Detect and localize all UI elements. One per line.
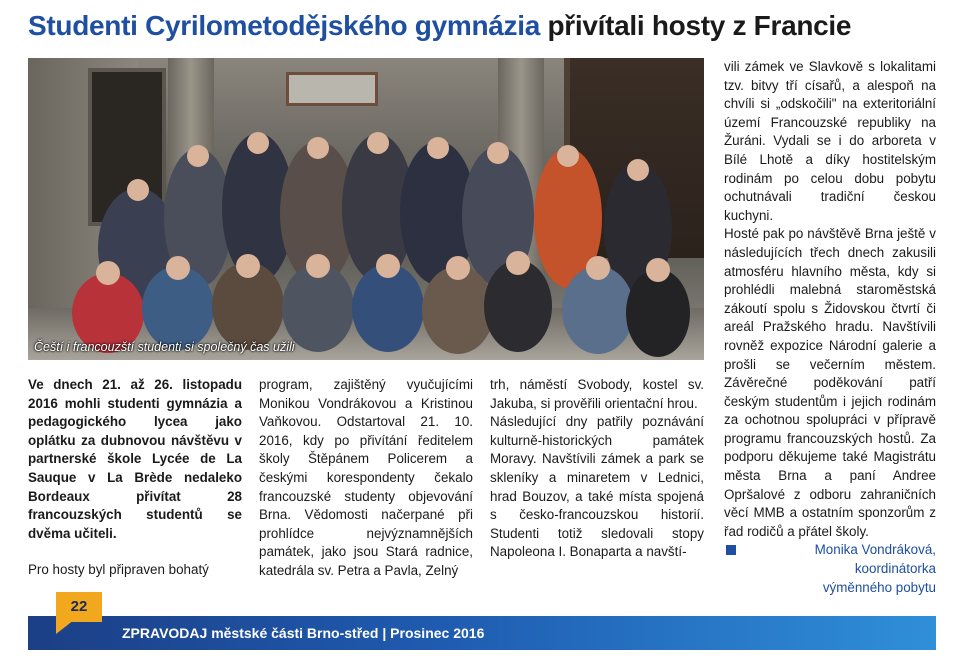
headline-black-part: přivítali hosty z Francie xyxy=(547,10,852,41)
photo-caption: Čeští i francouzští studenti si společný čas užili xyxy=(34,340,295,354)
page-footer-bar xyxy=(28,616,936,650)
photo-students-crowd xyxy=(48,98,698,360)
column4-paragraph-2: Hosté pak po návštěvě Brna ještě v následujících třech dnech zakusili atmosféru hlavního města, kdy si prohlédli malebná staroměstská zákoutí spolu s Židovskou čtvrtí či areál Pražského hradu. Navštívili rovněž expozice Národní galerie a prošli se večerním městem. Závěrečné poděkování patří českým studentům i jejich rodinám za ochotnou spolupráci v přípravě programu francouzských hostů. Za podporu děkujeme také Magistrátu města Brna a paní Andree Opršalové z odboru zahraničních věcí MMB a ostatním sponzorům z řad rodičů a přátel školy. xyxy=(724,226,936,539)
headline-blue-part: Studenti Cyrilometodějského gymnázia xyxy=(28,10,540,41)
column3-paragraph-1: trh, náměstí Svobody, kostel sv. Jakuba, si prověřili orientační hrou. xyxy=(490,377,704,411)
text-column-2 xyxy=(259,376,473,581)
column4-paragraph-1: vili zámek ve Slavkově s lokalitami tzv. bitvy tří císařů, a alespoň na chvíli si „odskočili" na exteritoriální území Francouzské republiky na Žuráni. Vydali se i do arboreta v Bílé Lhotě a díky hostitelským rodinám po celou dobu pobytu ochutnávali tradiční českou kuchyni. xyxy=(724,59,936,223)
column3-paragraph-2: Následující dny patřily poznávání kulturně-historických památek Moravy. Navštívili zámek a park se skleníky a minaretem v Lednici, hrad Bouzov, a také místa spojená s česko-francouzskou historií. Studenti totiž sledovali stopy Napoleona I. Bonaparta a navští- xyxy=(490,414,704,560)
signature-square-icon xyxy=(726,545,736,555)
article-lead: Ve dnech 21. až 26. listopadu 2016 mohli studenti gymnázia a pedagogického lycea jako oplátku za dubnovou návštěvu v partnerské škole Lycée de La Sauque v La Brède nedaleko Bordeaux přivítat 28 francouzských studentů se dvěma učiteli. xyxy=(28,377,242,541)
column1-paragraph: Pro hosty byl připraven bohatý xyxy=(28,562,209,578)
article-headline xyxy=(28,10,940,42)
signature-name: Monika Vondráková, xyxy=(814,542,936,558)
page-number: 22 xyxy=(56,592,102,622)
text-column-1 xyxy=(28,376,242,580)
page-number-tail xyxy=(56,620,74,634)
group-photo xyxy=(28,58,704,360)
signature-role: koordinátorka xyxy=(854,561,936,577)
signature-role-detail: výměnného pobytu xyxy=(822,579,936,595)
column2-paragraph: program, zajištěný vyučujícími Monikou Vondrákovou a Kristinou Vaňkovou. Odstartoval 21. 10. 2016, kdy po přivítání ředitelem školy Štěpánem Policerem a českými korespondenty čekalo francouzské studenty objevování Brna. Vědomosti načerpané při prohlídce nejvýznamnějších památek, jako jsou Stará radnice, katedrála sv. Petra a Pavla, Zelný xyxy=(259,377,473,578)
text-column-3 xyxy=(490,376,704,562)
author-signature xyxy=(724,541,936,597)
text-column-4 xyxy=(724,58,936,597)
footer-publication: ZPRAVODAJ městské části Brno-střed | Prosinec 2016 xyxy=(122,625,485,641)
